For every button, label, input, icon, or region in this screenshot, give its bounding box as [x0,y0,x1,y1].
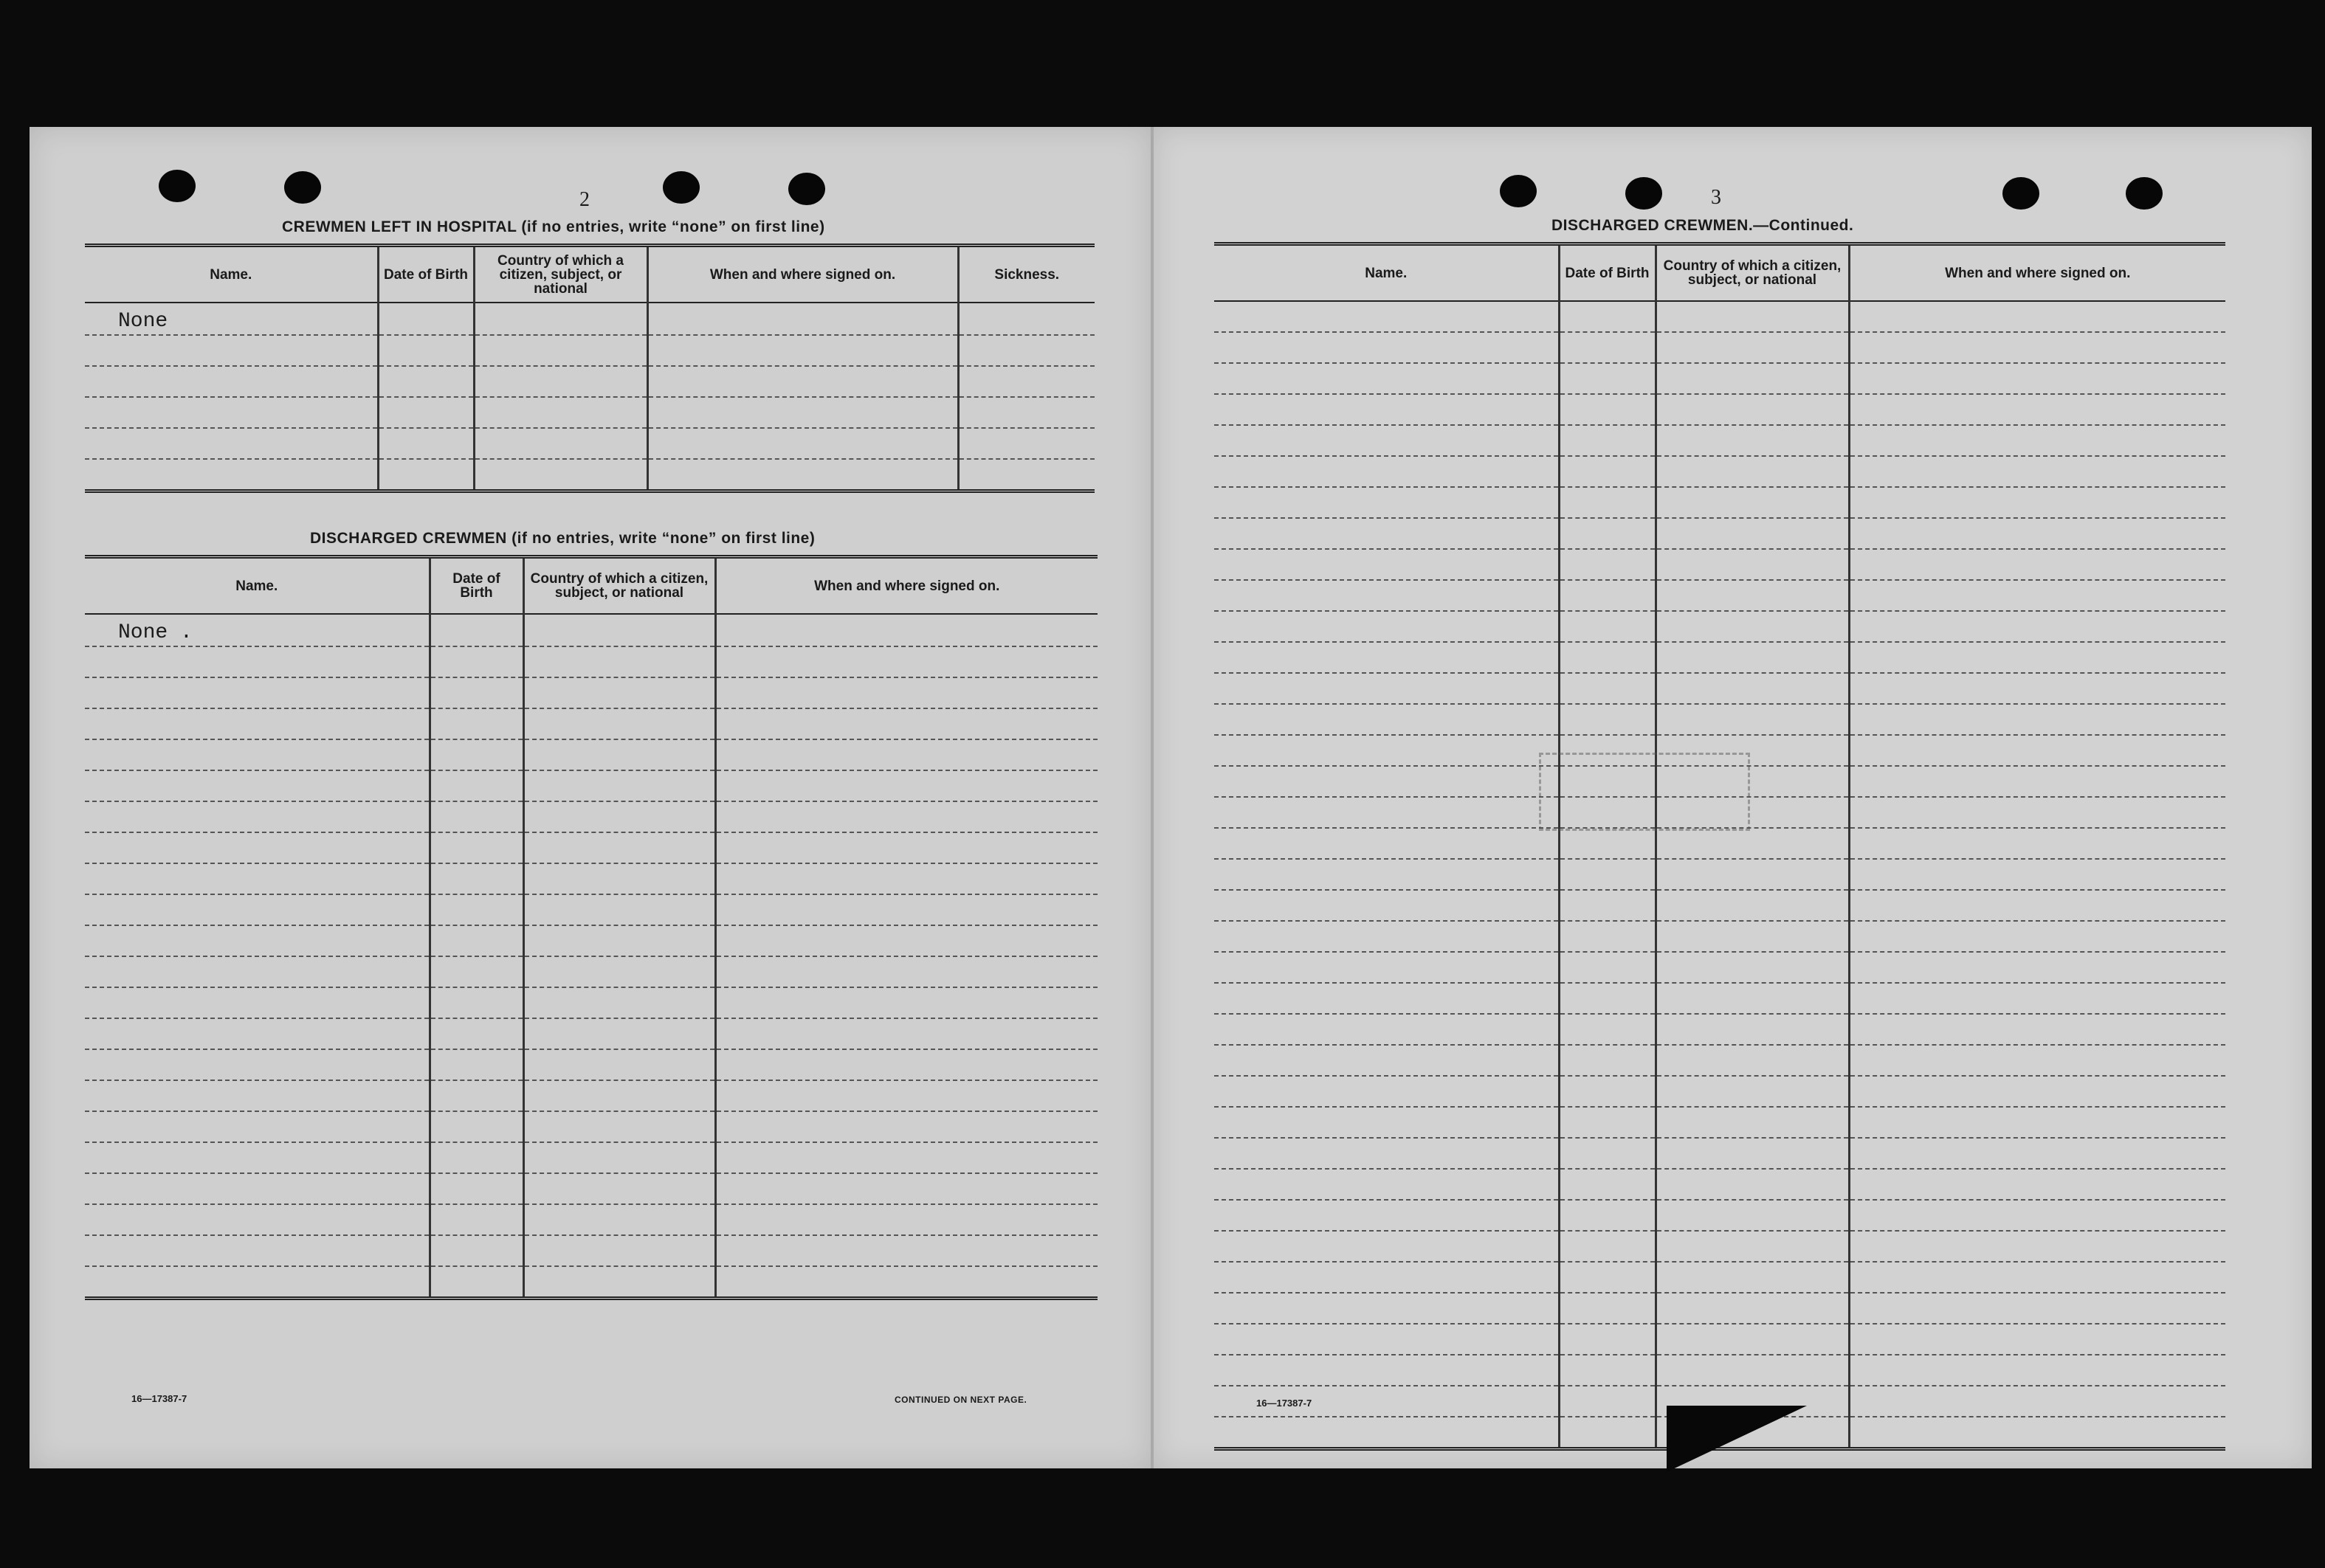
table-row [85,925,1098,956]
table-row [1214,487,2225,518]
table-row [1214,890,2225,921]
column-header-country: Country of which a citizen, subject, or national [523,557,715,615]
table-row [85,770,1098,801]
column-header-country: Country of which a citizen, subject, or national [1656,244,1849,302]
table-row [1214,673,2225,704]
table-row [1214,518,2225,549]
table-row [1214,983,2225,1014]
table-row [85,1142,1098,1173]
discharged-continued-table [1214,242,2225,1451]
table-row [1214,1076,2225,1107]
table-row [1214,642,2225,673]
table-row [85,1049,1098,1080]
table-row [85,832,1098,863]
table-row [85,1018,1098,1049]
table-row [1214,921,2225,952]
punch-hole [2126,177,2163,210]
table-row [1214,1107,2225,1138]
table-row [1214,704,2225,735]
punch-hole [1500,175,1537,207]
column-header-sickness: Sickness. [958,246,1095,303]
page-number: 2 [579,188,590,211]
column-header-signed-on: When and where signed on. [715,557,1098,615]
hospital-section-title: CREWMEN LEFT IN HOSPITAL (if no entries, write “none” on first line) [282,218,825,235]
hospital-table [85,244,1095,493]
table-row [85,303,1095,335]
table-row [85,397,1095,428]
page-number: 3 [1711,186,1721,209]
table-row [1214,1355,2225,1386]
table-row [85,459,1095,491]
table-row [85,1173,1098,1204]
table-row [85,335,1095,366]
table-row [85,677,1098,708]
table-row [1214,549,2225,580]
table-row [1214,580,2225,611]
table-row [1214,425,2225,456]
table-row [1214,1324,2225,1355]
table-row [1214,1293,2225,1324]
table-row [1214,1045,2225,1076]
punch-hole [284,171,321,204]
table-row [1214,1169,2225,1200]
table-row [1214,301,2225,332]
discharged-entry-none: None . [85,614,430,646]
discharged-section-title: DISCHARGED CREWMEN (if no entries, write “none” on first line) [310,530,816,547]
discharged-table [85,555,1098,1300]
table-row [1214,859,2225,890]
continued-note: CONTINUED ON NEXT PAGE. [895,1395,1027,1405]
table-row [85,708,1098,739]
column-header-signed-on: When and where signed on. [1849,244,2225,302]
table-row [1214,394,2225,425]
table-row [85,1266,1098,1299]
table-row [1214,828,2225,859]
table-row [1214,1014,2225,1045]
table-row [85,1080,1098,1111]
column-header-name: Name. [1214,244,1559,302]
table-row [1214,1200,2225,1231]
table-row [85,1111,1098,1142]
punch-hole [2002,177,2039,210]
discharged-continued-title: DISCHARGED CREWMEN.—Continued. [1551,217,1854,234]
table-row [85,1204,1098,1235]
table-row [1214,456,2225,487]
punch-hole [159,170,196,202]
table-row [85,646,1098,677]
table-row [85,428,1095,459]
table-row [1214,1138,2225,1169]
form-code: 16—17387-7 [131,1393,187,1404]
punch-hole [1625,177,1662,210]
punch-hole [663,171,700,204]
table-row [85,956,1098,987]
table-row [85,366,1095,397]
table-row [85,894,1098,925]
column-header-name: Name. [85,557,430,615]
table-row [1214,611,2225,642]
table-row [85,987,1098,1018]
hospital-entry-none: None [85,303,378,335]
column-header-date-of-birth: Date of Birth [378,246,474,303]
table-row [1214,363,2225,394]
page-fold [1151,127,1154,1468]
column-header-country: Country of which a citizen, subject, or national [474,246,647,303]
table-row [1214,1262,2225,1293]
column-header-date-of-birth: Date of Birth [430,557,523,615]
table-row [1214,952,2225,983]
column-header-name: Name. [85,246,378,303]
form-code: 16—17387-7 [1256,1398,1312,1409]
torn-corner [1667,1406,1807,1472]
faint-stamp [1539,753,1750,831]
table-row [1214,332,2225,363]
column-header-signed-on: When and where signed on. [647,246,958,303]
table-row [1214,1231,2225,1262]
punch-hole [788,173,825,205]
table-row [85,801,1098,832]
column-header-date-of-birth: Date of Birth [1559,244,1656,302]
table-row [85,739,1098,770]
table-row [85,614,1098,646]
table-row [85,1235,1098,1266]
table-row [85,863,1098,894]
